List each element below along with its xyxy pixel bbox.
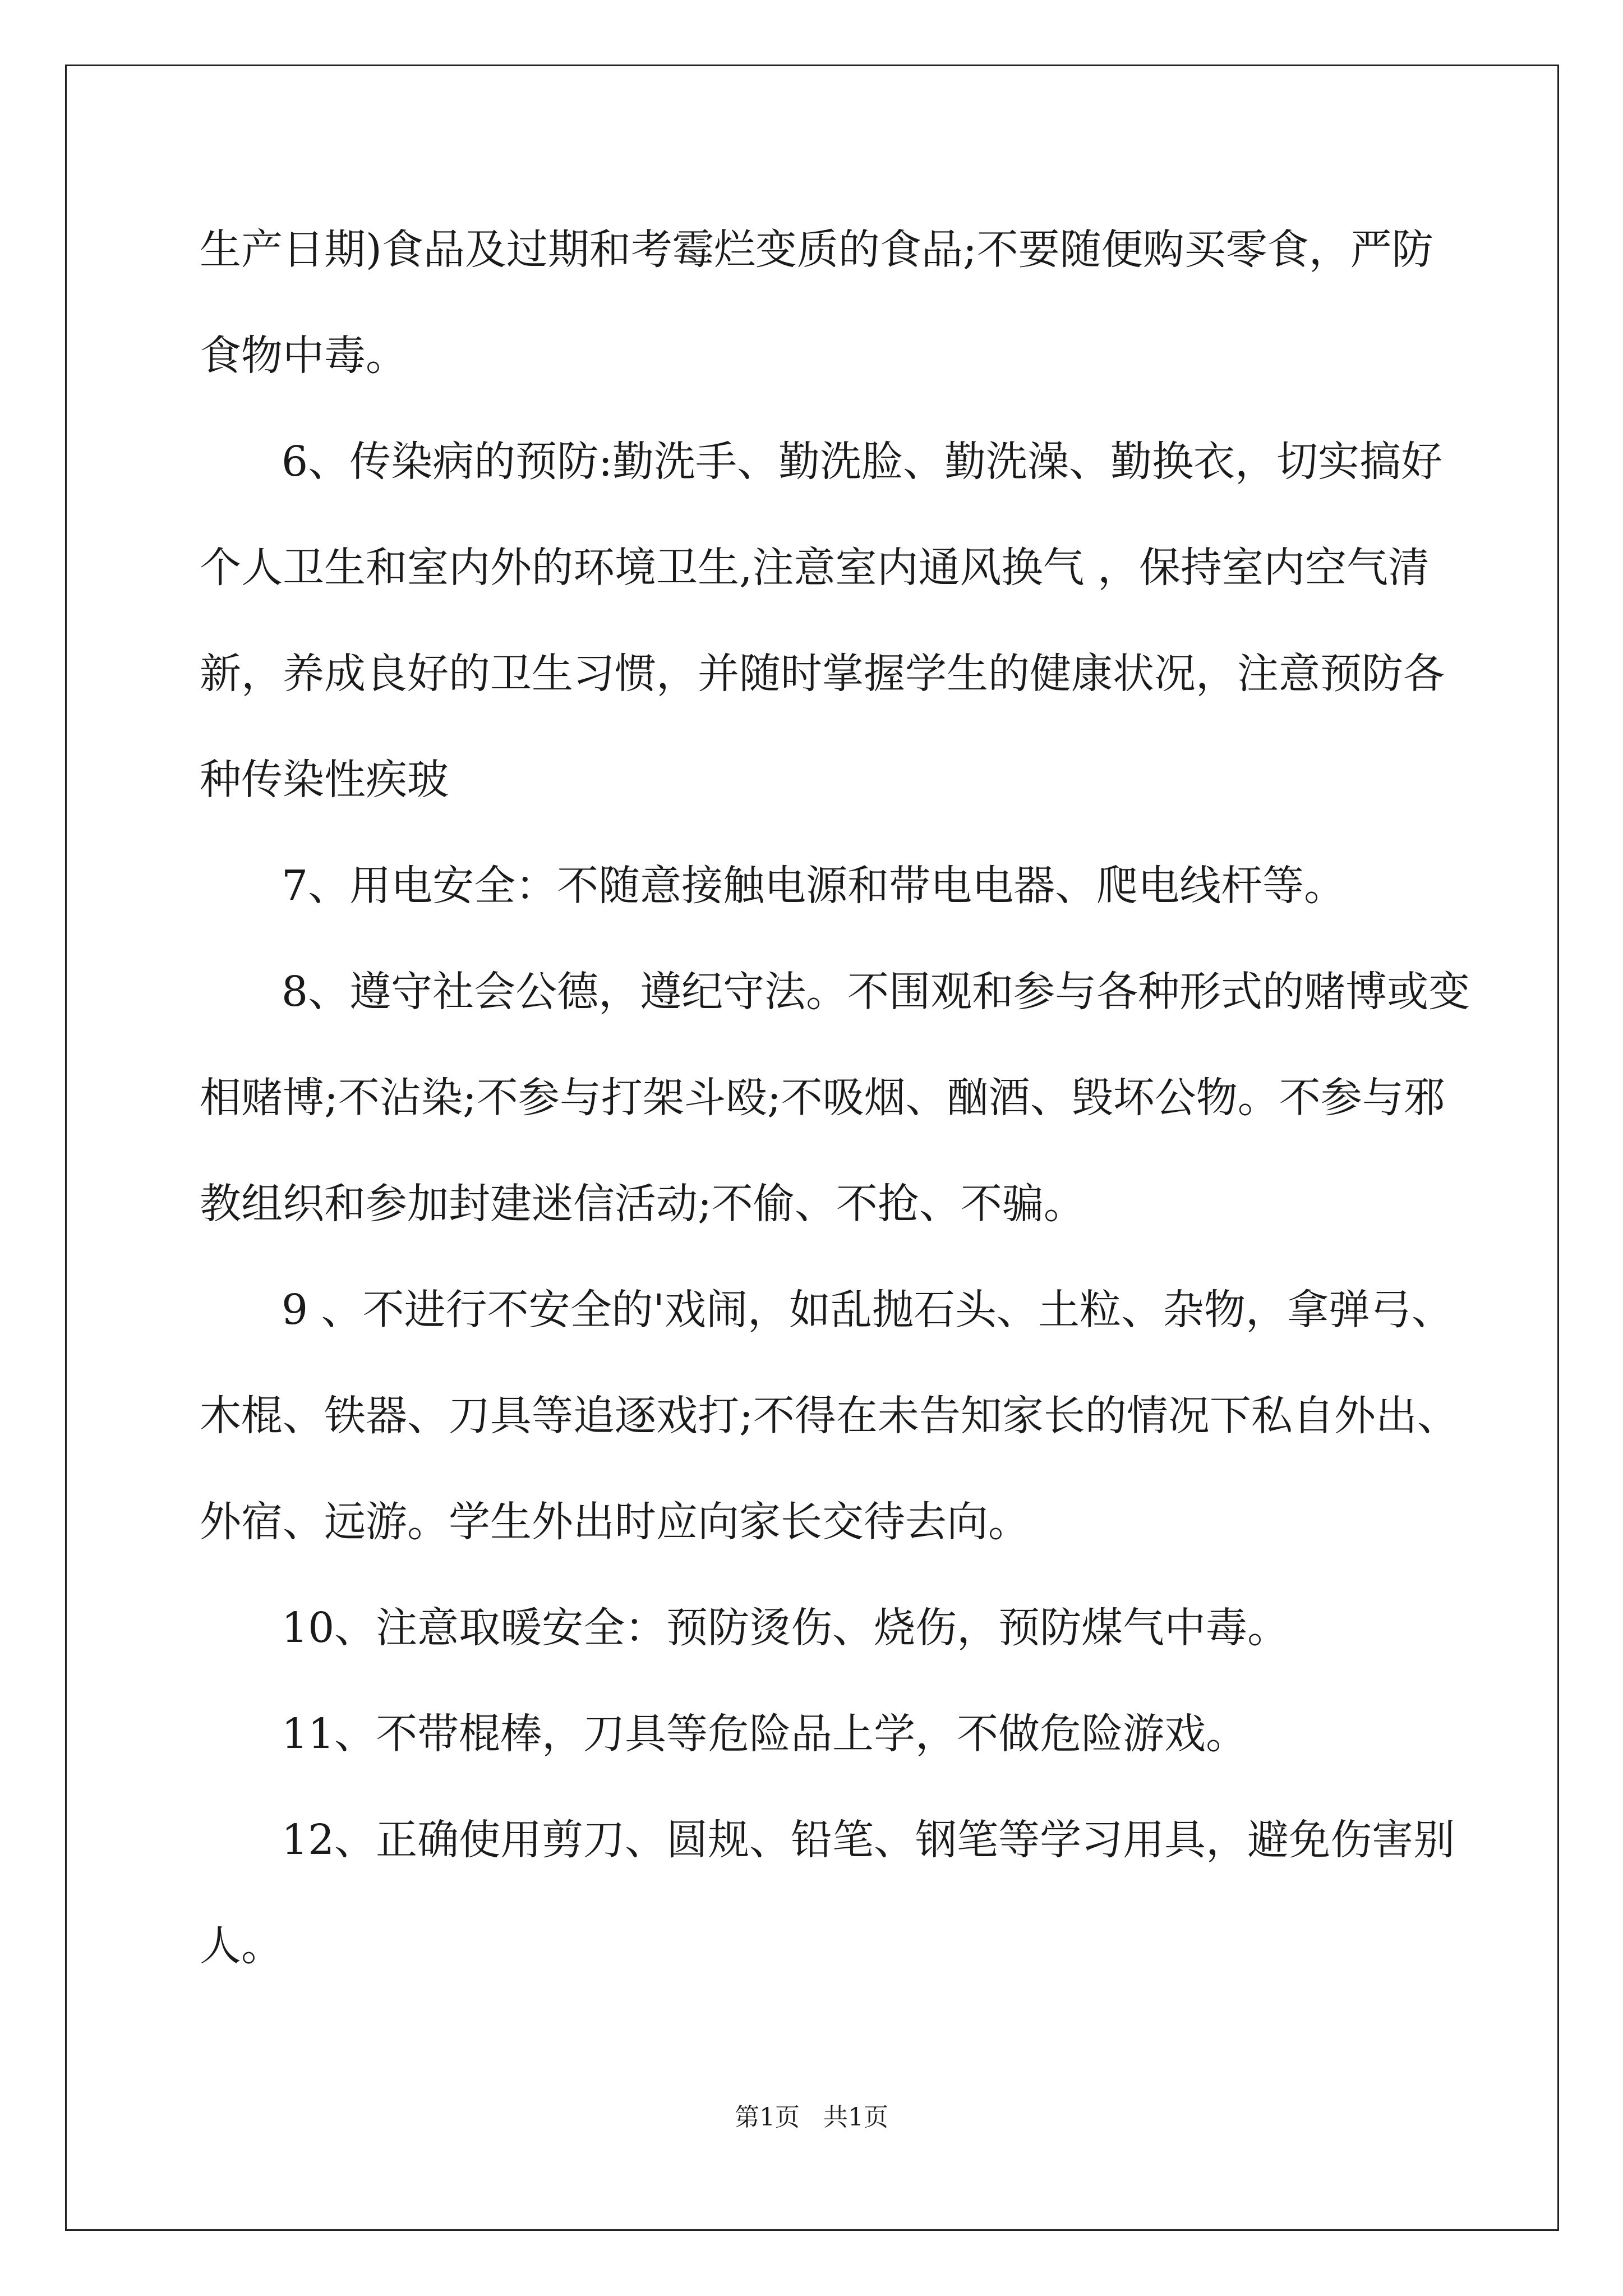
document-body <box>200 222 1470 2024</box>
text-line: 人。 <box>200 1922 283 1970</box>
text-line: 食物中毒。 <box>200 332 407 380</box>
text-line: 9 、不进行不安全的'戏闹，如乱抛石头、土粒、杂物，拿弹弓、 <box>282 1286 1453 1334</box>
text-line: 8、遵守社会公德，遵纪守法。不围观和参与各种形式的赌博或变 <box>282 968 1470 1016</box>
text-line: 6、传染病的预防:勤洗手、勤洗脸、勤洗澡、勤换衣，切实搞好 <box>282 438 1443 486</box>
text-line: 教组织和参加封建迷信活动;不偷、不抢、不骗。 <box>200 1180 1085 1228</box>
page-number-footer: 第1页 共1页 <box>735 2103 888 2132</box>
text-line: 7、用电安全：不随意接触电源和带电电器、爬电线杆等。 <box>282 862 1346 910</box>
text-line: 生产日期)食品及过期和考霉烂变质的食品;不要随便购买零食，严防 <box>200 226 1433 274</box>
text-line: 木棍、铁器、刀具等追逐戏打;不得在未告知家长的情况下私自外出、 <box>200 1392 1459 1440</box>
text-line: 新，养成良好的卫生习惯，并随时掌握学生的健康状况，注意预防各 <box>200 650 1445 698</box>
text-line: 种传染性疾玻 <box>200 756 449 804</box>
text-line: 个人卫生和室内外的环境卫生,注意室内通风换气 ，保持室内空气清 <box>200 544 1430 592</box>
text-line: 11、不带棍棒，刀具等危险品上学，不做危险游戏。 <box>282 1710 1248 1758</box>
text-line: 外宿、远游。学生外出时应向家长交待去向。 <box>200 1498 1030 1546</box>
text-line: 10、注意取暖安全：预防烫伤、烧伤，预防煤气中毒。 <box>282 1604 1289 1652</box>
text-line: 相赌博;不沾染;不参与打架斗殴;不吸烟、酗酒、毁坏公物。不参与邪 <box>200 1074 1445 1122</box>
text-line: 12、正确使用剪刀、圆规、铅笔、钢笔等学习用具，避免伤害别 <box>282 1816 1455 1864</box>
